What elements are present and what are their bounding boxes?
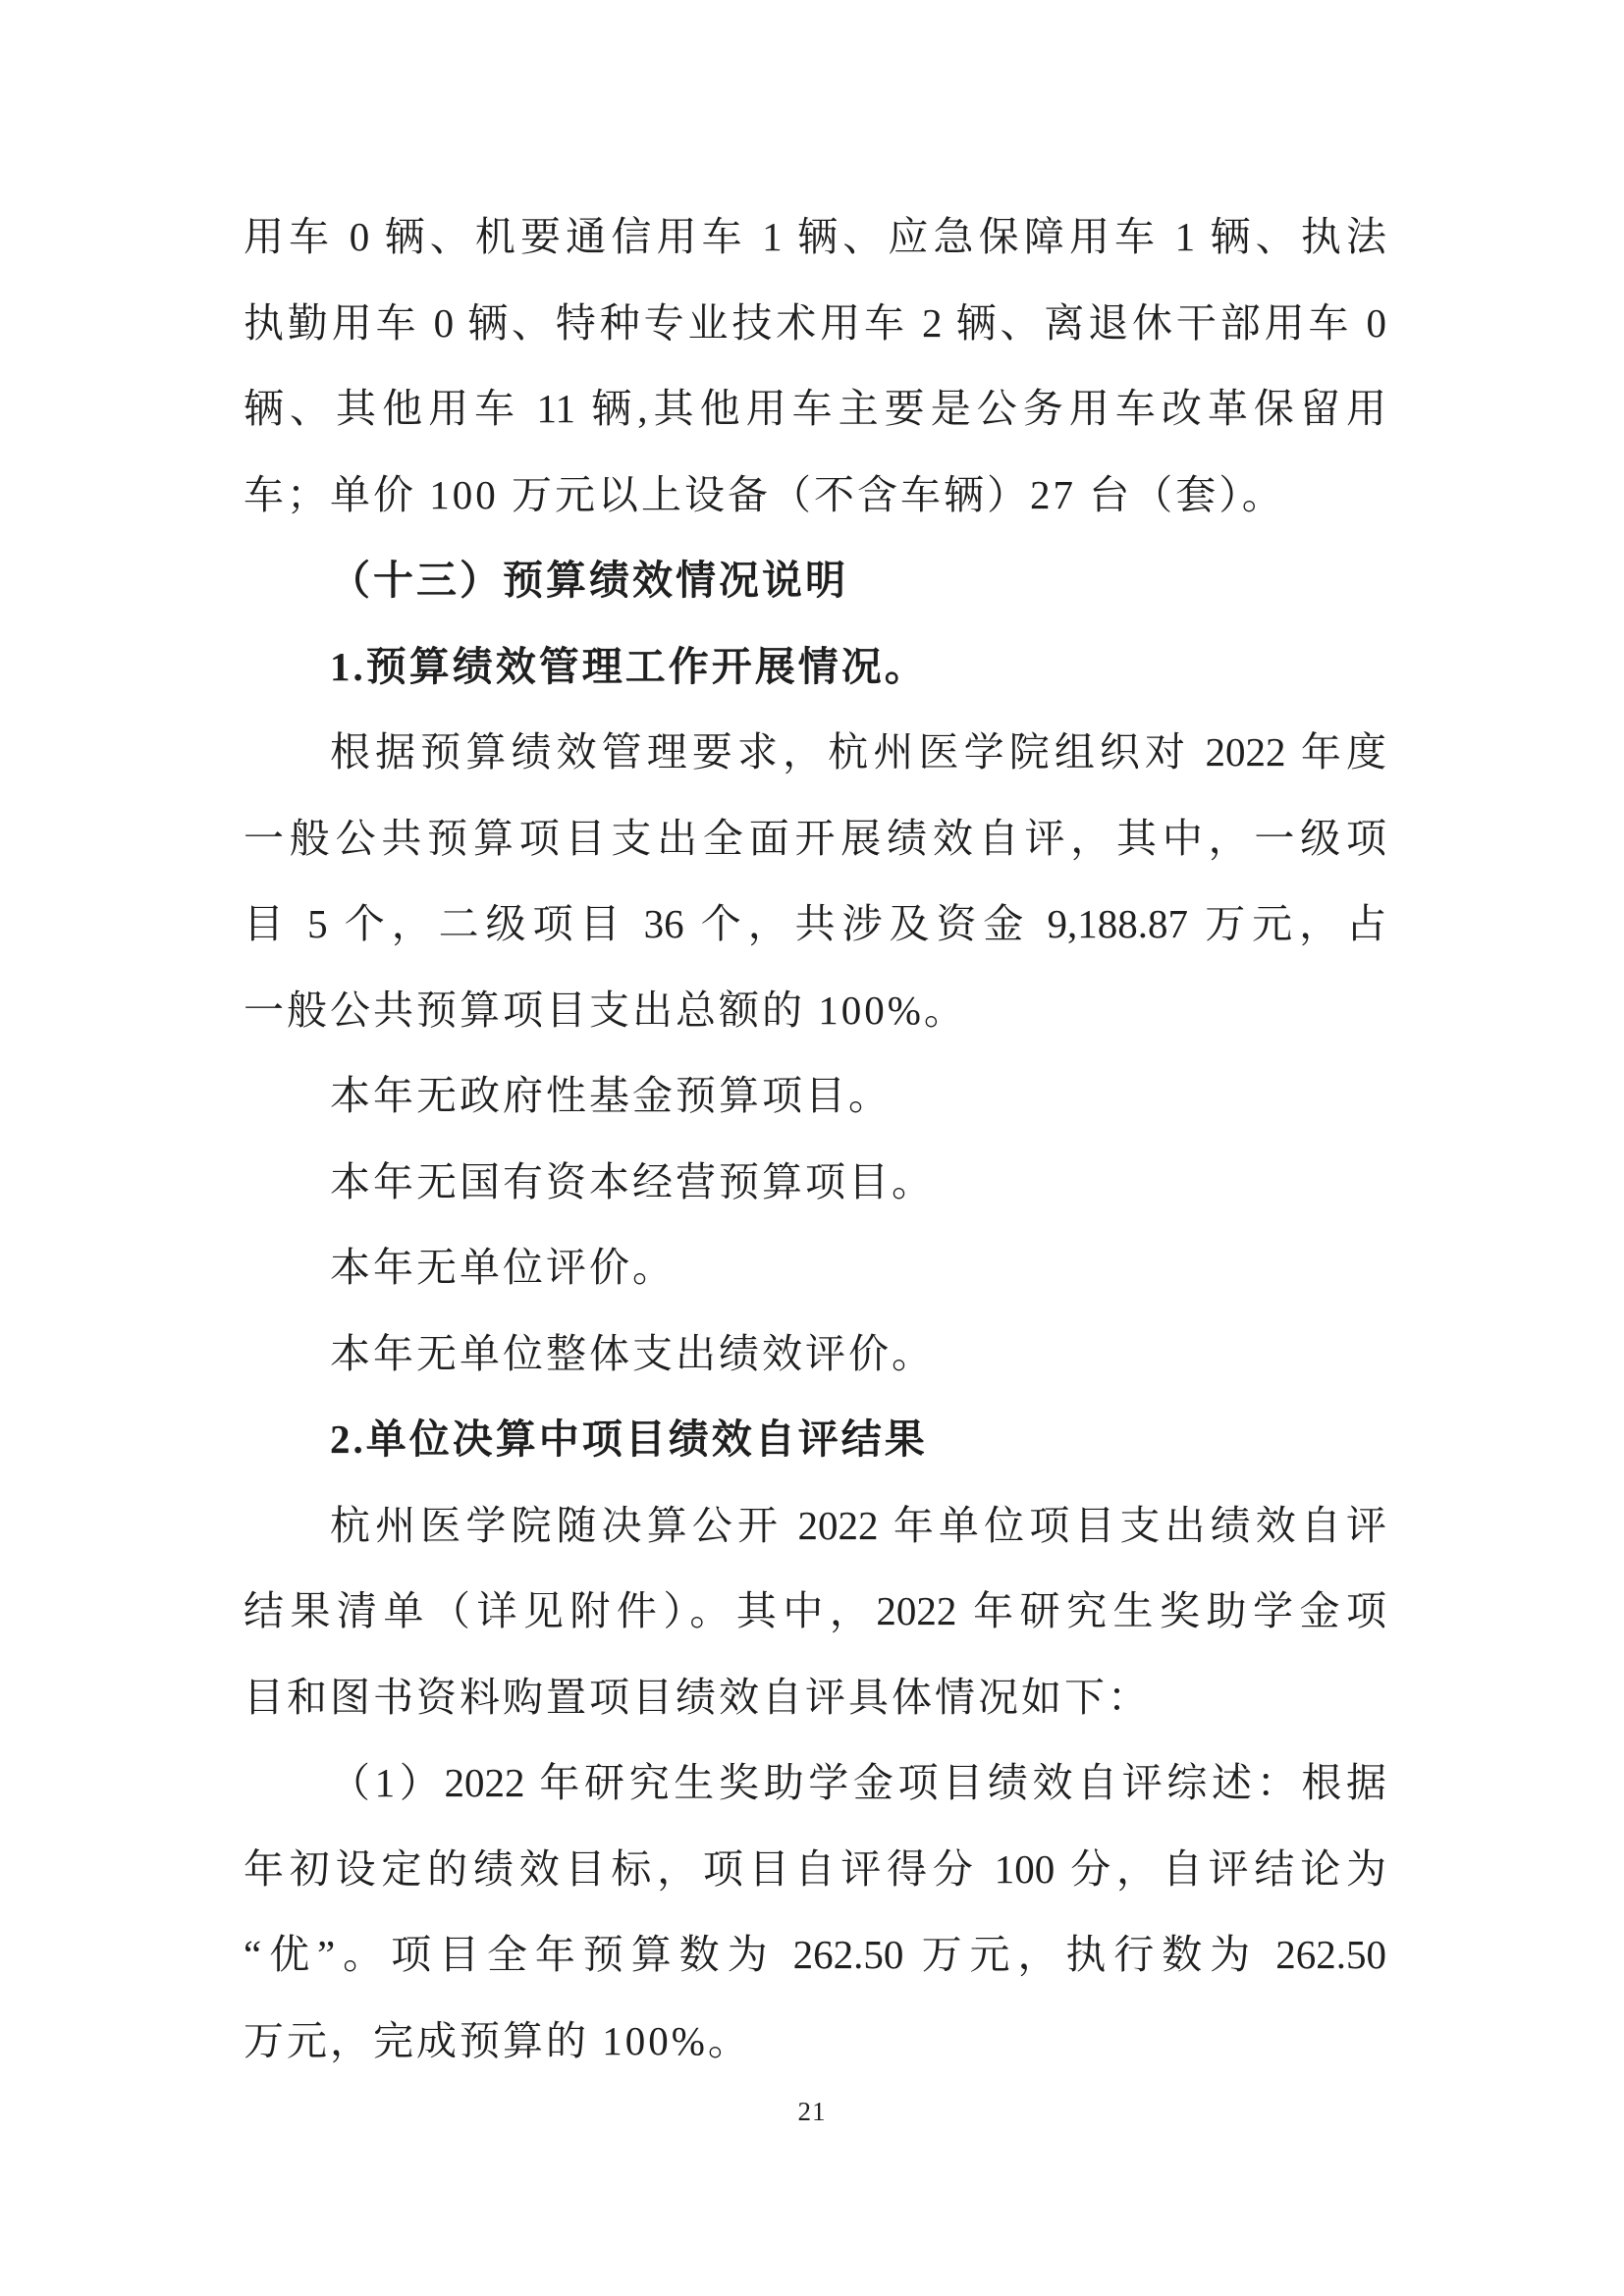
- text-line: 一般公共预算项目支出总额的 100%。: [244, 987, 967, 1033]
- text-line: 一般公共预算项目支出全面开展绩效自评，其中，一级项: [244, 815, 1386, 861]
- text-line: 本年无政府性基金预算项目。: [330, 1073, 892, 1118]
- text-line: 结果清单（详见附件）。其中，2022 年研究生奖助学金项: [244, 1588, 1386, 1633]
- text-line: 执勤用车 0 辆、特种专业技术用车 2 辆、离退休干部用车 0: [244, 299, 1386, 346]
- text-line: 年初设定的绩效目标，项目自评得分 100 分，自评结论为: [244, 1845, 1386, 1892]
- text-line: 目和图书资料购置项目绩效自评具体情况如下：: [244, 1674, 1151, 1720]
- text-line: （1）2022 年研究生奖助学金项目绩效自评综述：根据: [330, 1760, 1386, 1805]
- text-line: 用车 0 辆、机要通信用车 1 辆、应急保障用车 1 辆、执法: [244, 214, 1386, 259]
- text-line: “优”。项目全年预算数为 262.50 万元，执行数为 262.50: [244, 1932, 1386, 1977]
- document-body: [244, 194, 1386, 2084]
- text-line: 辆、其他用车 11 辆,其他用车主要是公务用车改革保留用: [244, 386, 1386, 431]
- text-line: 本年无国有资本经营预算项目。: [330, 1158, 935, 1204]
- text-line: 杭州医学院随决算公开 2022 年单位项目支出绩效自评: [330, 1502, 1386, 1548]
- text-line: 本年无单位评价。: [330, 1245, 676, 1290]
- text-line: 本年无单位整体支出绩效评价。: [330, 1330, 935, 1376]
- text-line: 目 5 个，二级项目 36 个，共涉及资金 9,188.87 万元，占: [244, 901, 1386, 946]
- heading-line: 1.预算绩效管理工作开展情况。: [330, 643, 928, 689]
- text-line: 根据预算绩效管理要求，杭州医学院组织对 2022 年度: [330, 729, 1386, 774]
- text-line: 万元，完成预算的 100%。: [244, 2017, 751, 2063]
- page-number: 21: [797, 2097, 827, 2126]
- text-line: 车；单价 100 万元以上设备（不含车辆）27 台（套）。: [244, 471, 1285, 517]
- heading-line: （十三）预算绩效情况说明: [330, 558, 848, 603]
- heading-line: 2.单位决算中项目绩效自评结果: [330, 1416, 928, 1462]
